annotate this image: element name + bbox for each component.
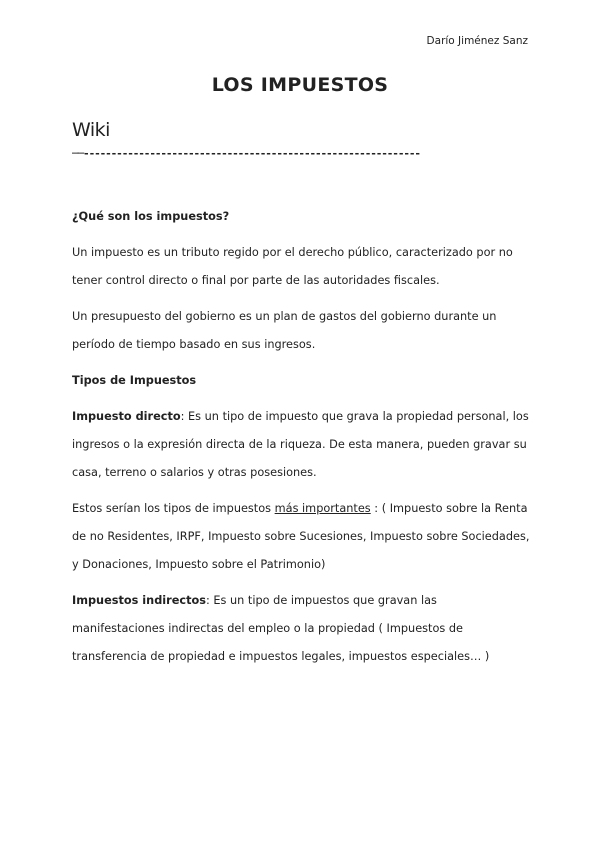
paragraph-definition: Un impuesto es un tributo regido por el derecho público, caracterizado por no tener control directo o final por parte de las autoridades fiscales. (72, 246, 513, 287)
paragraph-tax-types (72, 495, 532, 579)
term-indirect-tax: Impuestos indirectos (72, 594, 206, 607)
dashed-separator: ──------------------------------------------------------------- (72, 147, 420, 160)
tax-types-intro: Estos serían los tipos de impuestos (72, 502, 275, 515)
important-link[interactable]: más importantes (274, 502, 371, 515)
section-heading-types: Tipos de Impuestos (72, 374, 197, 387)
paragraph-direct-tax (72, 403, 532, 487)
page-title: LOS IMPUESTOS (211, 74, 389, 96)
subtitle-wiki: Wiki (72, 119, 110, 141)
paragraph-indirect-tax (72, 587, 532, 671)
author-name: Darío Jiménez Sanz (426, 35, 528, 47)
document-body (72, 203, 532, 679)
tax-types-list: : ( Impuesto sobre la Renta de no Residentes, IRPF, Impuesto sobre Sucesiones, Impuesto sobre Sociedades, y Donaciones, Impuesto sobre el Patrimonio) (72, 502, 530, 571)
indirect-tax-description: : Es un tipo de impuestos que gravan las manifestaciones indirectas del empleo o la propiedad ( Impuestos de transferencia de propiedad e impuestos legales, impuestos especiales… ) (72, 594, 490, 663)
direct-tax-description: : Es un tipo de impuesto que grava la propiedad personal, los ingresos o la expresión directa de la riqueza. De esta manera, pueden gravar su casa, terreno o salarios y otras posesiones. (72, 410, 529, 479)
term-direct-tax: Impuesto directo (72, 410, 181, 423)
paragraph-budget: Un presupuesto del gobierno es un plan de gastos del gobierno durante un período de tiempo basado en sus ingresos. (72, 310, 497, 351)
section-heading-what: ¿Qué son los impuestos? (72, 210, 230, 223)
